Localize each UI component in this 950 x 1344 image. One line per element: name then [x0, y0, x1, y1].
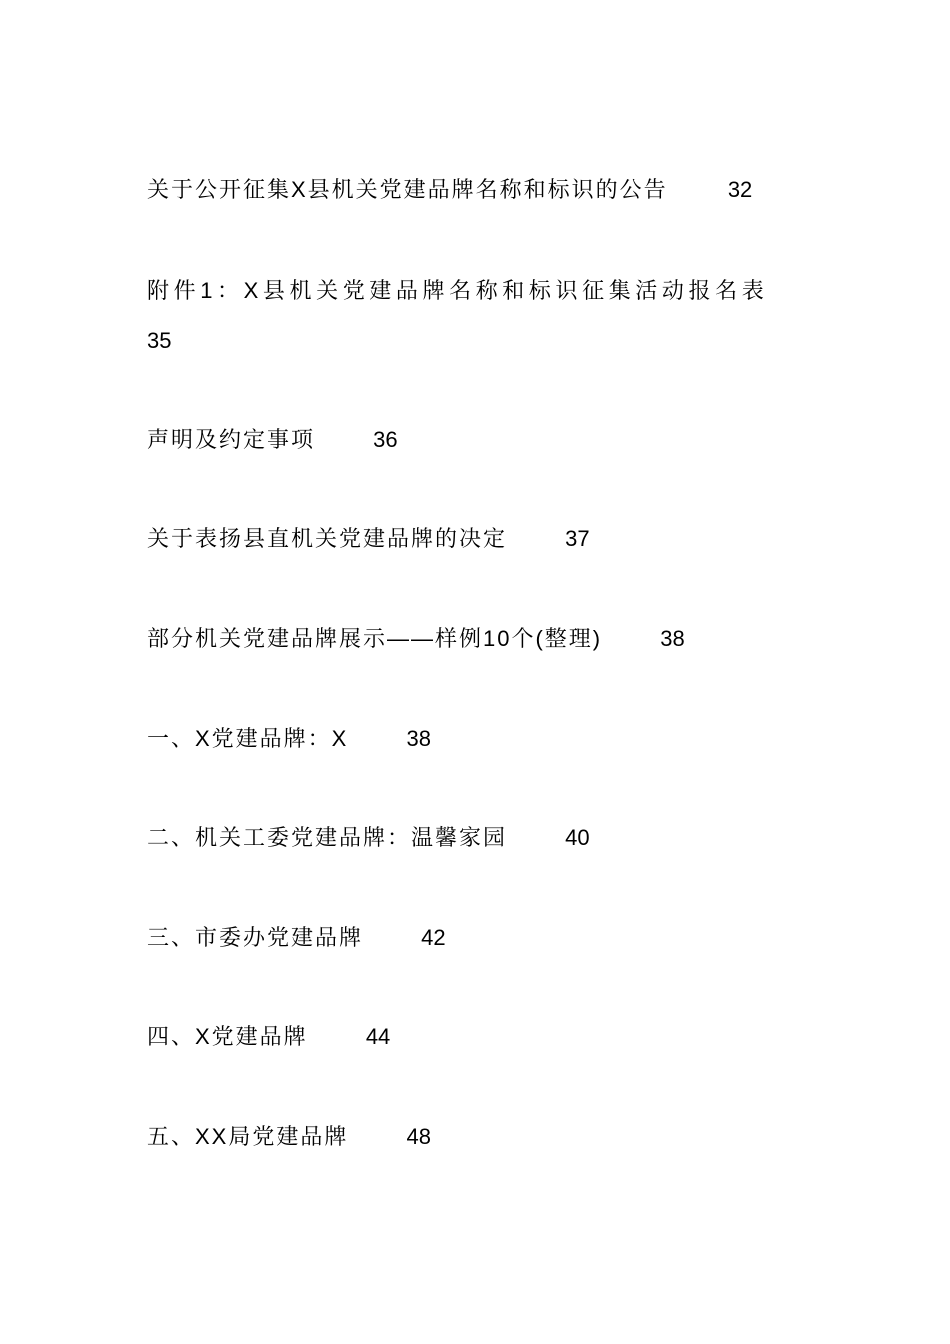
toc-entry-page: 38: [660, 626, 685, 651]
toc-entry-title: 二、机关工委党建品牌：温馨家园: [147, 825, 508, 850]
toc-entry-title: 部分机关党建品牌展示——样例10个(整理): [147, 626, 603, 651]
toc-entry-page: 48: [406, 1124, 431, 1149]
toc-entry-page: 32: [727, 177, 753, 202]
toc-entry-page: 38: [406, 726, 431, 751]
toc-entry-title: 四、X党建品牌: [147, 1024, 308, 1049]
toc-entry-title: 五、XX局党建品牌: [147, 1124, 349, 1149]
toc-entry: [147, 1123, 431, 1151]
toc-entry: [147, 176, 752, 204]
toc-entry: [147, 924, 446, 952]
toc-entry: [147, 266, 817, 366]
toc-entry-page: 44: [365, 1024, 391, 1049]
toc-entry-page: 36: [373, 427, 398, 452]
toc-entry: [147, 625, 685, 653]
toc-entry-page: 42: [421, 925, 446, 950]
toc-entry-title: 关于公开征集X县机关党建品牌名称和标识的公告: [147, 177, 668, 202]
toc-entry-page: 35: [147, 328, 172, 353]
toc-entry-page: 37: [565, 526, 590, 551]
toc-entry: [147, 725, 431, 753]
toc-entry: [147, 1023, 390, 1051]
toc-entry-title: 三、市委办党建品牌: [147, 925, 364, 950]
toc-entry-title: 声明及约定事项: [147, 427, 316, 452]
toc-entry: [147, 824, 590, 852]
toc-entry: [147, 525, 590, 553]
toc-entry: [147, 426, 398, 454]
toc-entry-title: 附件1：X县机关党建品牌名称和标识征集活动报名表: [147, 278, 769, 303]
toc-entry-title: 一、X党建品牌：X: [147, 726, 349, 751]
toc-entry-title: 关于表扬县直机关党建品牌的决定: [147, 526, 508, 551]
toc-entry-page: 40: [565, 825, 590, 850]
